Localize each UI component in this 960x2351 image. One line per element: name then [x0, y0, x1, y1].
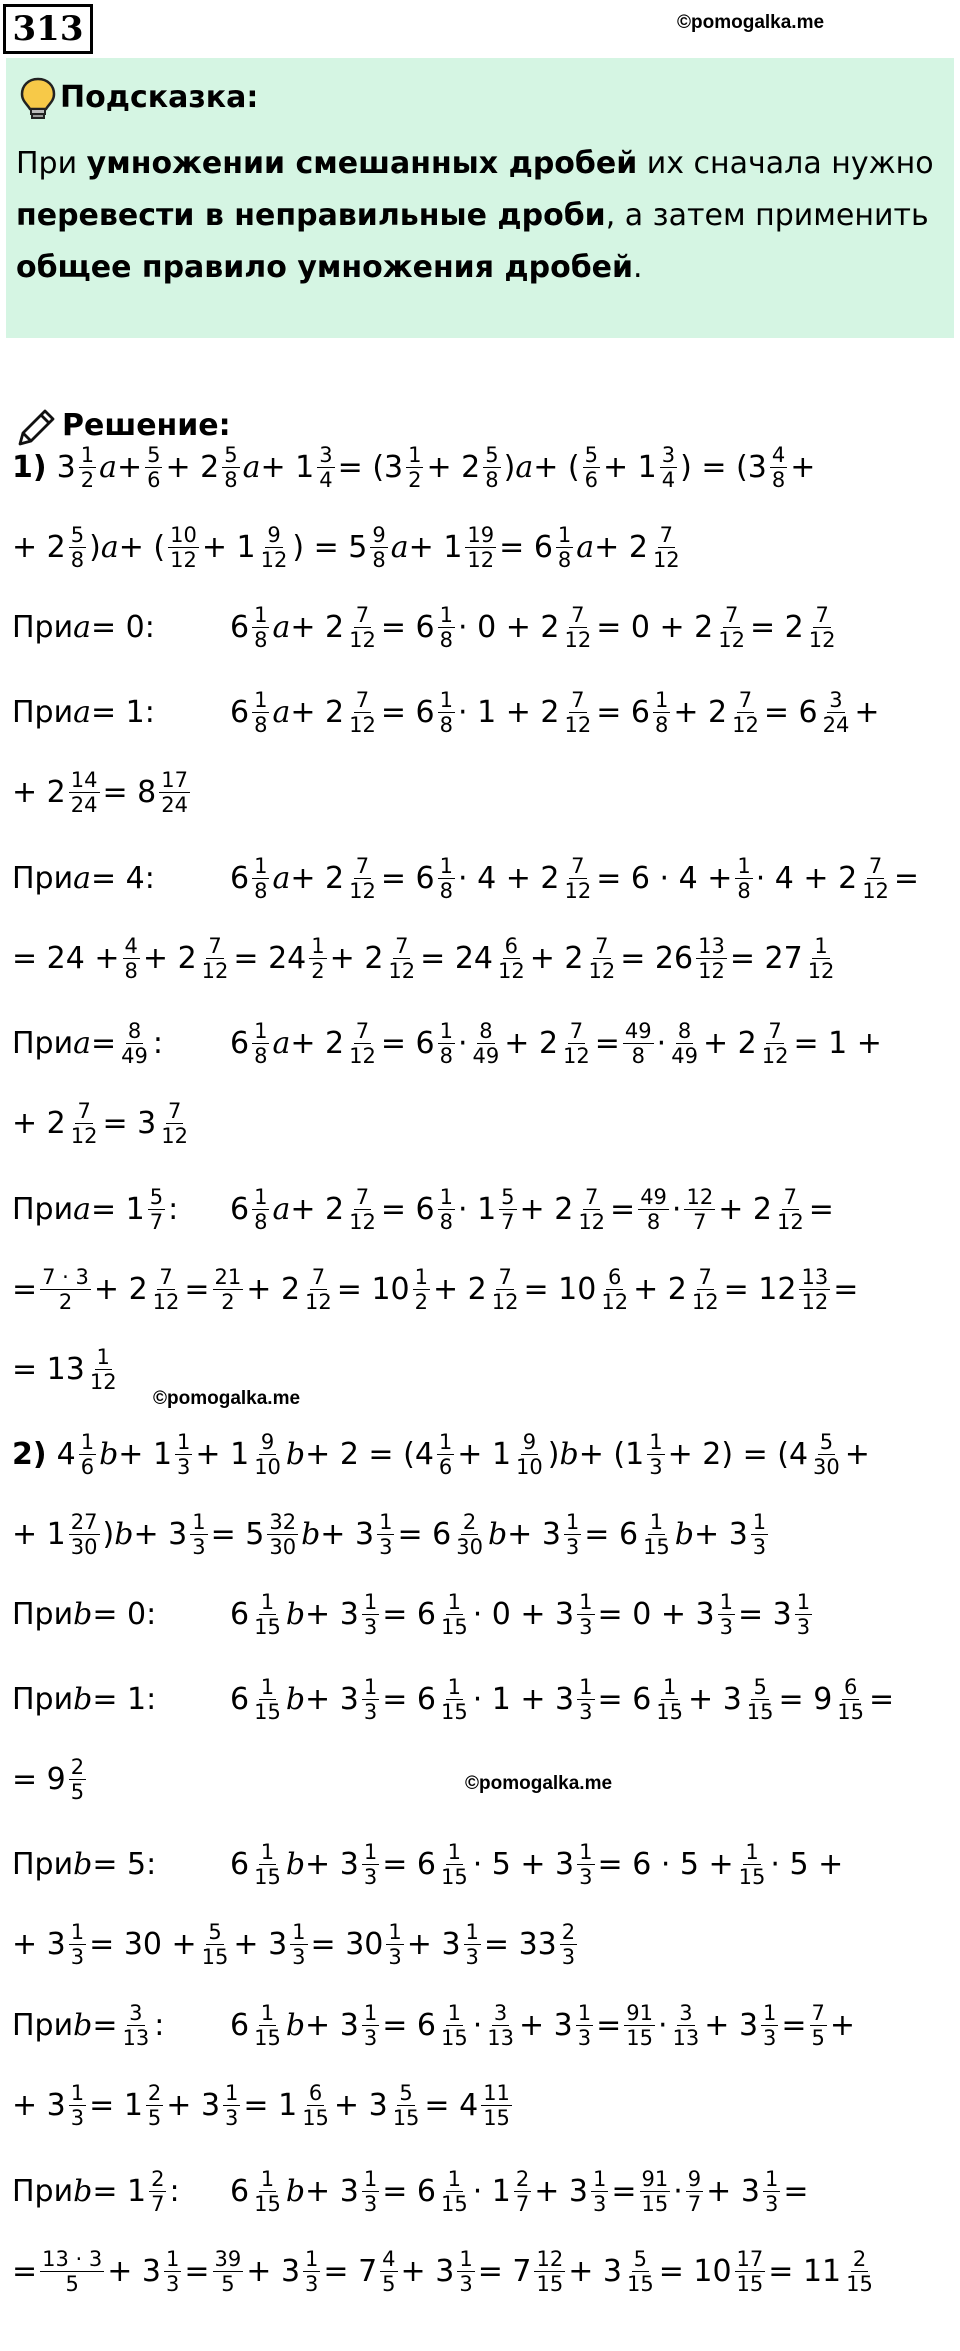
- fraction: 1 3: [579, 1674, 593, 1724]
- fraction: 7 12: [718, 602, 745, 652]
- solution-line: [12, 1985, 855, 2065]
- fraction: 1 3: [363, 1674, 378, 1724]
- variable: a: [242, 449, 261, 485]
- solution-line: [12, 427, 815, 507]
- solution-line: [12, 1003, 882, 1083]
- line-label: При a = 1:: [12, 694, 155, 730]
- fraction: 3 4: [661, 442, 676, 492]
- variable: a: [73, 1025, 91, 1061]
- expression: 6 1 8 a + 2 7 12 = 6 1 8 · 4 + 2 7 12 = 6 · 4 + 1 8 · 4 + 2 7 12 =: [230, 853, 920, 903]
- fraction: 1 3: [752, 1509, 767, 1559]
- variable: b: [285, 1681, 306, 1717]
- fraction: 8 49: [671, 1018, 698, 1068]
- fraction: 1 3: [363, 2000, 378, 2050]
- expression: = 9 2 5: [12, 1754, 85, 1804]
- expression: + 3 1 3 = 30 + 5 15 + 3 1 3 = 30 1 3 + 3 1 3 = 33 2 3: [12, 1919, 576, 1969]
- fraction: 5 15: [746, 1674, 774, 1724]
- fraction: 5 15: [392, 2080, 420, 2130]
- variable: a: [515, 449, 534, 485]
- fraction: 13 12: [801, 1264, 829, 1314]
- fraction: 2 5: [70, 1754, 85, 1804]
- fraction: 1 3: [70, 2080, 85, 2130]
- fraction: 19 12: [467, 522, 495, 572]
- fraction: 17 24: [161, 767, 188, 817]
- fraction: 13 12: [698, 933, 725, 983]
- variable: a: [272, 1191, 291, 1227]
- fraction: 1 15: [254, 1839, 281, 1889]
- solution-line: [12, 1494, 771, 1574]
- fraction: 7 12: [305, 1264, 332, 1314]
- fraction: 5 7: [501, 1184, 515, 1234]
- fraction: 7 12: [349, 1184, 376, 1234]
- fraction: 5 8: [70, 522, 85, 572]
- fraction: 1 8: [737, 853, 751, 903]
- fraction: 1 15: [254, 2000, 281, 2050]
- fraction: 5 8: [485, 442, 499, 492]
- fraction: 1 3: [388, 1919, 402, 1969]
- variable: b: [487, 1516, 508, 1552]
- lightbulb-icon: [18, 76, 58, 122]
- variable: b: [285, 1436, 306, 1472]
- expression: + 2 7 12 = 3 7 12: [12, 1098, 188, 1148]
- fraction: 1 12: [89, 1344, 117, 1394]
- solution-line: [12, 1249, 858, 1329]
- solution-line: [12, 752, 193, 832]
- fraction: 1 3: [166, 2246, 180, 2296]
- fraction: 7 12: [388, 933, 416, 983]
- expression: 6 1 8 a + 2 7 12 = 6 1 8 · 1 5 7 + 2 7 12 = 49 8 · 12 7 + 2 7 12 =: [230, 1184, 834, 1234]
- fraction: 1 3: [379, 1509, 393, 1559]
- variable: a: [100, 529, 119, 565]
- fraction: 1 2: [414, 1264, 428, 1314]
- expression: 6 1 15 b + 3 1 3 = 6 1 15 · 0 + 3 1 3 = 0 + 3 1 3 = 3 1 3: [230, 1589, 811, 1639]
- fraction: 5 8: [224, 442, 238, 492]
- fraction: 7 12: [564, 687, 592, 737]
- variable: a: [73, 860, 91, 896]
- fraction: 2 7: [515, 2166, 530, 2216]
- fraction: 4 8: [124, 933, 138, 983]
- fraction: 1 3: [363, 1839, 378, 1889]
- fraction: 2 30: [456, 1509, 483, 1559]
- solution-line: [12, 918, 839, 998]
- solution-line: [12, 1083, 193, 1163]
- fraction: 39 5: [214, 2246, 242, 2296]
- expression: + 1 27 30 ) b + 3 1 3 = 5 32 30 b + 3 1 3 = 6 2 30 b + 3 1 3 = 6 1 15 b + 3 1 3: [12, 1509, 767, 1559]
- fraction: 7 12: [201, 933, 229, 983]
- line-label: 1): [12, 449, 47, 485]
- fraction: 1 15: [440, 1674, 468, 1724]
- fraction: 1 15: [440, 1589, 468, 1639]
- fraction: 5 7: [149, 1184, 164, 1234]
- fraction: 1 6: [438, 1429, 453, 1479]
- variable: a: [272, 1025, 291, 1061]
- fraction: 1 3: [719, 1589, 733, 1639]
- variable: a: [99, 449, 117, 485]
- solution-line: [12, 1329, 122, 1409]
- fraction: 1 2: [408, 442, 422, 492]
- line-label: 2): [12, 1436, 47, 1472]
- line-label: При b = 5:: [12, 1846, 157, 1882]
- fraction: 10 12: [170, 522, 197, 572]
- fraction: 8 49: [472, 1018, 500, 1068]
- fraction: 4 8: [771, 442, 786, 492]
- solution-line: [12, 1169, 834, 1249]
- expression: = 24 + 4 8 + 2 7 12 = 24 1 2 + 2 7 12 = 24 6 12 + 2 7 12 = 26 13 12 = 27 1 12: [12, 933, 835, 983]
- fraction: 1 3: [225, 2080, 239, 2130]
- fraction: 1 15: [656, 1674, 684, 1724]
- fraction: 7 12: [761, 1018, 789, 1068]
- fraction: 3 13: [672, 2000, 700, 2050]
- fraction: 1 15: [254, 1674, 281, 1724]
- watermark-middle: ©pomogalka.me: [153, 1388, 301, 1409]
- fraction: 7 12: [691, 1264, 719, 1314]
- fraction: 1 15: [254, 2166, 281, 2216]
- fraction: 12 15: [536, 2246, 564, 2296]
- solution-title: Решение:: [62, 408, 231, 443]
- fraction: 91 15: [626, 2000, 653, 2050]
- fraction: 7 12: [578, 1184, 606, 1234]
- expression: = 13 · 3 5 + 3 1 3 = 39 5 + 3 1 3 = 7 4 5 + 3 1 3 = 7 12 15 + 3 5 15 = 10 17 15 = 11 2 15: [12, 2246, 873, 2296]
- line-label: При a = 8 49 :: [12, 1018, 163, 1068]
- fraction: 7 12: [732, 687, 759, 737]
- expression: = 13 1 12: [12, 1344, 117, 1394]
- expression: 6 1 8 a + 2 7 12 = 6 1 8 · 1 + 2 7 12 = 6 1 8 + 2 7 12 = 6 3 24 +: [230, 687, 880, 737]
- fraction: 7 12: [491, 1264, 519, 1314]
- watermark-lower: ©pomogalka.me: [465, 1773, 613, 1794]
- solution-line: [12, 1574, 815, 1654]
- solution-line: [12, 2231, 878, 2311]
- fraction: 2 5: [147, 2080, 162, 2130]
- fraction: 1 8: [254, 687, 268, 737]
- hint-box: [6, 58, 954, 338]
- fraction: 1 2: [311, 933, 325, 983]
- variable: b: [114, 1516, 134, 1552]
- fraction: 1 8: [439, 602, 453, 652]
- fraction: 9 7: [687, 2166, 702, 2216]
- fraction: 9 8: [372, 522, 386, 572]
- fraction: 21 2: [214, 1264, 242, 1314]
- fraction: 49 8: [624, 1018, 652, 1068]
- solution-line: [12, 2151, 808, 2231]
- fraction: 6 12: [601, 1264, 629, 1314]
- expression: + 2 14 24 = 8 17 24: [12, 767, 188, 817]
- hint-text: При умножении смешанных дробей их сначала нужно перевести в неправильные дроби, а затем применить общее правило умножения дробей.: [16, 146, 934, 285]
- line-label: При b = 1:: [12, 1681, 157, 1717]
- fraction: 1 3: [796, 1589, 811, 1639]
- variable: a: [272, 694, 291, 730]
- solution-line: [12, 1414, 870, 1494]
- fraction: 27 30: [70, 1509, 98, 1559]
- solution-line: [12, 672, 879, 752]
- variable: a: [73, 609, 91, 645]
- fraction: 1 3: [305, 2246, 319, 2296]
- fraction: 7 12: [152, 1264, 180, 1314]
- fraction: 1 15: [738, 1839, 766, 1889]
- variable: b: [674, 1516, 695, 1552]
- expression: 6 1 15 b + 3 1 3 = 6 1 15 · 3 13 + 3 1 3 = 91 15 · 3 13 + 3 1 3 = 7 5 +: [230, 2000, 856, 2050]
- expression: 3 1 2 a + 5 6 + 2 5 8 a + 1 3 4 = (3 1 2 + 2 5 8 ) a + ( 5 6 + 1 3 4 ) = (3 4 8 +: [56, 442, 816, 492]
- solution-line: [12, 1739, 89, 1819]
- variable: a: [73, 1191, 91, 1227]
- fraction: 1 8: [254, 1184, 268, 1234]
- fraction: 1 12: [807, 933, 835, 983]
- fraction: 11 15: [483, 2080, 510, 2130]
- fraction: 1 3: [459, 2246, 473, 2296]
- line-label: При b = 3 13 :: [12, 2000, 165, 2050]
- expression: 6 1 15 b + 3 1 3 = 6 1 15 · 5 + 3 1 3 = 6 · 5 + 1 15 · 5 +: [230, 1839, 844, 1889]
- fraction: 5 15: [201, 1919, 229, 1969]
- expression: + 3 1 3 = 1 2 5 + 3 1 3 = 1 6 15 + 3 5 15 = 4 11 15: [12, 2080, 510, 2130]
- fraction: 1 8: [254, 853, 268, 903]
- fraction: 91 15: [641, 2166, 669, 2216]
- fraction: 17 15: [736, 2246, 764, 2296]
- fraction: 32 30: [269, 1509, 297, 1559]
- fraction: 1 3: [70, 1919, 85, 1969]
- fraction: 13 · 3 5: [42, 2246, 103, 2296]
- variable: b: [285, 1596, 306, 1632]
- fraction: 5 30: [813, 1429, 840, 1479]
- fraction: 1 3: [465, 1919, 479, 1969]
- solution-line: [12, 587, 841, 667]
- fraction: 7 12: [564, 602, 592, 652]
- variable: a: [272, 609, 291, 645]
- fraction: 1 3: [363, 2166, 378, 2216]
- fraction: 3 4: [319, 442, 333, 492]
- fraction: 7 12: [349, 687, 376, 737]
- fraction: 1 3: [292, 1919, 306, 1969]
- fraction: 2 7: [151, 2166, 165, 2216]
- problem-number: 313: [3, 4, 93, 54]
- fraction: 7 12: [862, 853, 889, 903]
- solution-line: [12, 1904, 580, 1984]
- fraction: 7 12: [349, 853, 376, 903]
- fraction: 7 12: [349, 602, 376, 652]
- fraction: 7 12: [563, 1018, 590, 1068]
- fraction: 7 12: [776, 1184, 804, 1234]
- fraction: 7 12: [808, 602, 836, 652]
- line-label: При b = 0:: [12, 1596, 157, 1632]
- fraction: 9 10: [516, 1429, 543, 1479]
- fraction: 1 15: [254, 1589, 281, 1639]
- variable: b: [99, 1436, 119, 1472]
- fraction: 12 7: [686, 1184, 714, 1234]
- fraction: 5 6: [147, 442, 161, 492]
- variable: b: [285, 1846, 306, 1882]
- variable: b: [73, 1846, 93, 1882]
- fraction: 49 8: [640, 1184, 667, 1234]
- line-label: При b = 1 2 7 :: [12, 2166, 180, 2216]
- solution-line: [12, 1824, 843, 1904]
- fraction: 3 13: [487, 2000, 514, 2050]
- fraction: 1 8: [439, 687, 453, 737]
- variable: b: [285, 2173, 306, 2209]
- fraction: 9 10: [254, 1429, 281, 1479]
- fraction: 6 15: [302, 2080, 329, 2130]
- variable: b: [73, 2173, 93, 2209]
- fraction: 1 3: [579, 1589, 593, 1639]
- fraction: 7 5: [811, 2000, 825, 2050]
- fraction: 8 49: [121, 1018, 148, 1068]
- fraction: 1 3: [577, 2000, 592, 2050]
- fraction: 1 8: [557, 522, 572, 572]
- expression: + 2 5 8 ) a + ( 10 12 + 1 9 12 ) = 5 9 8 a + 1 19 12 = 6 1 8 a + 2 7 12: [12, 522, 680, 572]
- fraction: 6 12: [498, 933, 525, 983]
- fraction: 1 8: [254, 602, 268, 652]
- fraction: 7 · 3 2: [42, 1264, 89, 1314]
- variable: a: [576, 529, 595, 565]
- fraction: 3 13: [122, 2000, 150, 2050]
- fraction: 5 15: [626, 2246, 654, 2296]
- fraction: 7 12: [70, 1098, 98, 1148]
- fraction: 9 12: [260, 522, 288, 572]
- fraction: 1 3: [763, 2000, 777, 2050]
- fraction: 1 3: [177, 1429, 191, 1479]
- fraction: 2 15: [846, 2246, 873, 2296]
- expression: 6 1 15 b + 3 1 3 = 6 1 15 · 1 + 3 1 3 = 6 1 15 + 3 5 15 = 9 6 15 =: [230, 1674, 895, 1724]
- fraction: 1 15: [440, 2000, 468, 2050]
- variable: a: [390, 529, 409, 565]
- fraction: 1 15: [440, 2166, 468, 2216]
- hint-title: Подсказка:: [60, 80, 259, 115]
- line-label: При a = 1 5 7 :: [12, 1184, 179, 1234]
- fraction: 1 3: [764, 2166, 779, 2216]
- fraction: 1 3: [565, 1509, 580, 1559]
- expression: 6 1 8 a + 2 7 12 = 6 1 8 · 0 + 2 7 12 = 0 + 2 7 12 = 2 7 12: [230, 602, 836, 652]
- expression: 6 1 15 b + 3 1 3 = 6 1 15 · 1 2 7 + 3 1 3 = 91 15 · 9 7 + 3 1 3 =: [230, 2166, 809, 2216]
- variable: b: [301, 1516, 321, 1552]
- fraction: 6 15: [837, 1674, 865, 1724]
- line-label: При a = 0:: [12, 609, 155, 645]
- expression: = 7 · 3 2 + 2 7 12 = 21 2 + 2 7 12 = 10 1 2 + 2 7 12 = 10 6 12 + 2 7 12 = 12 13 12 =: [12, 1264, 859, 1314]
- variable: b: [73, 2007, 93, 2043]
- variable: a: [73, 694, 91, 730]
- fraction: 7 12: [564, 853, 592, 903]
- variable: b: [73, 1681, 93, 1717]
- expression: 6 1 8 a + 2 7 12 = 6 1 8 · 8 49 + 2 7 12 = 49 8 · 8 49 + 2 7 12 = 1 +: [230, 1018, 882, 1068]
- fraction: 1 15: [440, 1839, 468, 1889]
- solution-line: [12, 1659, 894, 1739]
- fraction: 5 6: [584, 442, 598, 492]
- fraction: 1 6: [80, 1429, 95, 1479]
- fraction: 1 8: [654, 687, 669, 737]
- fraction: 7 12: [161, 1098, 188, 1148]
- expression: 4 1 6 b + 1 1 3 + 1 9 10 b + 2 = (4 1 6 + 1 9 10 ) b + (1 1 3 + 2) = (4 5 30 +: [56, 1429, 870, 1479]
- fraction: 1 8: [439, 1018, 453, 1068]
- fraction: 1 3: [593, 2166, 607, 2216]
- fraction: 2 3: [561, 1919, 576, 1969]
- fraction: 1 3: [363, 1589, 378, 1639]
- variable: b: [285, 2007, 306, 2043]
- fraction: 1 15: [643, 1509, 670, 1559]
- solution-line: [12, 838, 919, 918]
- fraction: 7 12: [588, 933, 616, 983]
- fraction: 1 2: [80, 442, 95, 492]
- fraction: 1 8: [254, 1018, 268, 1068]
- fraction: 3 24: [822, 687, 850, 737]
- fraction: 4 5: [382, 2246, 396, 2296]
- fraction: 7 12: [652, 522, 680, 572]
- variable: b: [73, 1596, 93, 1632]
- variable: a: [272, 860, 291, 896]
- fraction: 1 3: [192, 1509, 206, 1559]
- solution-line: [12, 2065, 515, 2145]
- line-label: При a = 4:: [12, 860, 155, 896]
- fraction: 1 3: [649, 1429, 663, 1479]
- fraction: 1 3: [579, 1839, 593, 1889]
- fraction: 7 12: [349, 1018, 376, 1068]
- fraction: 1 8: [439, 853, 453, 903]
- variable: b: [559, 1436, 579, 1472]
- fraction: 1 8: [439, 1184, 453, 1234]
- watermark-top: ©pomogalka.me: [677, 12, 825, 33]
- fraction: 14 24: [70, 767, 98, 817]
- solution-line: [12, 507, 685, 587]
